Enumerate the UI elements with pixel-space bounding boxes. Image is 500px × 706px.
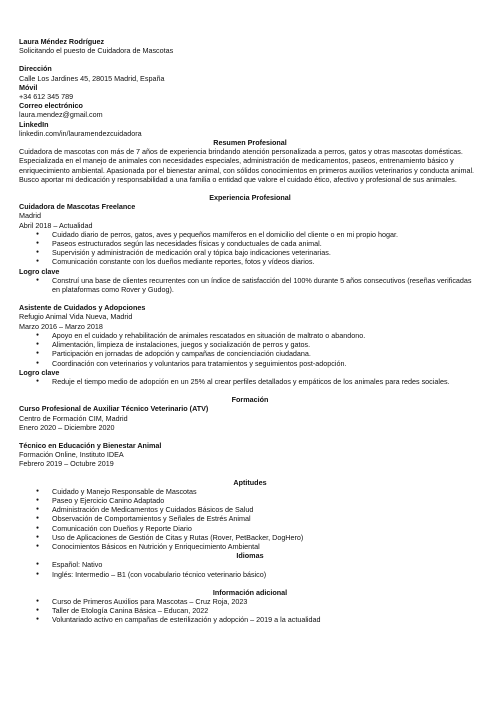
list-item: ● Observación de Comportamientos y Señales de Estrés Animal: [19, 514, 481, 523]
address-label: Dirección: [19, 64, 52, 74]
list-item: ● Administración de Medicamentos y Cuidados Básicos de Salud: [19, 505, 481, 514]
experience-section: [19, 193, 481, 386]
list-item: ● Participación en jornadas de adopción y campañas de concienciación ciudadana.: [19, 349, 481, 358]
education-entry: [19, 441, 481, 469]
course-title: Curso Profesional de Auxiliar Técnico Veterinario (ATV): [19, 404, 209, 414]
list-item: ● Comunicación con Dueños y Reporte Diario: [19, 524, 481, 533]
email-label: Correo electrónico: [19, 101, 83, 111]
job-place: Madrid: [19, 211, 41, 221]
languages-heading: Idiomas: [236, 551, 264, 561]
education-heading: Formación: [231, 395, 269, 405]
contact-section: [19, 64, 481, 138]
achievement-list: [19, 377, 481, 386]
list-item: ● Inglés: Intermedio – B1 (con vocabulario técnico veterinario básico): [19, 570, 481, 579]
list-item: ● Español: Nativo: [19, 560, 481, 569]
job-dates: Marzo 2016 – Marzo 2018: [19, 321, 103, 331]
list-item: ● Apoyo en el cuidado y rehabilitación de animales rescatados en situación de maltrato o abandono.: [19, 331, 481, 340]
list-item: ● Comunicación constante con los dueños mediante reportes, fotos y vídeos diarios.: [19, 257, 481, 266]
job-duties-list: [19, 230, 481, 267]
languages-list: [19, 560, 481, 578]
list-item: ● Voluntariado activo en campañas de esterilización y adopción – 2019 a la actualidad: [19, 615, 481, 624]
job-title: Cuidadora de Mascotas Freelance: [19, 202, 136, 212]
experience-heading: Experiencia Profesional: [209, 193, 291, 203]
summary-heading: Resumen Profesional: [213, 138, 287, 148]
job-place: Refugio Animal Vida Nueva, Madrid: [19, 312, 133, 322]
list-item: ● Paseo y Ejercicio Canino Adaptado: [19, 496, 481, 505]
course-dates: Enero 2020 – Diciembre 2020: [19, 422, 115, 432]
list-item: ● Alimentación, limpieza de instalaciones, juegos y socialización de perros y gatos.: [19, 340, 481, 349]
skills-heading: Aptitudes: [233, 477, 267, 487]
course-place: Formación Online, Instituto IDEA: [19, 450, 124, 460]
list-item: ● Curso de Primeros Auxilios para Mascotas – Cruz Roja, 2023: [19, 597, 481, 606]
job-entry: [19, 303, 481, 386]
achievement-label: Logro clave: [19, 367, 60, 377]
email-value[interactable]: laura.mendez@gmail.com: [19, 110, 103, 120]
course-dates: Febrero 2019 – Octubre 2019: [19, 459, 114, 469]
education-section: [19, 395, 481, 468]
job-dates: Abril 2018 – Actualidad: [19, 220, 93, 230]
summary-section: [19, 138, 481, 184]
address-value: Calle Los Jardines 45, 28015 Madrid, España: [19, 73, 165, 83]
job-title: Asistente de Cuidados y Adopciones: [19, 303, 146, 313]
list-item: ● Cuidado y Manejo Responsable de Mascotas: [19, 487, 481, 496]
additional-heading: Información adicional: [212, 587, 288, 597]
additional-list: [19, 597, 481, 625]
list-item: ● Paseos estructurados según las necesidades físicas y conductuales de cada animal.: [19, 239, 481, 248]
mobile-value: +34 612 345 789: [19, 92, 74, 102]
course-title: Técnico en Educación y Bienestar Animal: [19, 440, 162, 450]
mobile-label: Móvil: [19, 82, 38, 92]
list-item: ● Taller de Etología Canina Básica – Educan, 2022: [19, 606, 481, 615]
list-item: ● Reduje el tiempo medio de adopción en un 25% al crear perfiles detallados y empáticos de los animales para redes sociales.: [19, 377, 481, 386]
additional-section: [19, 588, 481, 625]
list-item: ● Conocimientos Básicos en Nutrición y Enriquecimiento Ambiental: [19, 542, 481, 551]
languages-section: [19, 551, 481, 579]
linkedin-value[interactable]: linkedin.com/in/lauramendezcuidadora: [19, 128, 142, 138]
list-item: ● Coordinación con veterinarios y voluntarios para tratamientos y seguimientos post-adopción.: [19, 359, 481, 368]
job-entry: [19, 202, 481, 294]
list-item: ● Cuidado diario de perros, gatos, aves y pequeños mamíferos en el domicilio del cliente o en mi propio hogar.: [19, 230, 481, 239]
list-item: ● Construí una base de clientes recurrentes con un índice de satisfacción del 100% durante 5 años consecutivos (reseñas verificadas en plataformas como Rover y Gudog).: [19, 276, 481, 294]
course-place: Centro de Formación CIM, Madrid: [19, 413, 128, 423]
education-entry: [19, 404, 481, 432]
application-subtitle: Solicitando el puesto de Cuidadora de Mascotas: [19, 46, 174, 56]
candidate-name: Laura Méndez Rodríguez: [19, 37, 105, 46]
list-item: ● Uso de Aplicaciones de Gestión de Citas y Rutas (Rover, PetBacker, DogHero): [19, 533, 481, 542]
achievement-label: Logro clave: [19, 266, 60, 276]
list-item: ● Supervisión y administración de medicación oral y tópica bajo indicaciones veterinarias.: [19, 248, 481, 257]
achievement-list: [19, 276, 481, 294]
summary-text: Cuidadora de mascotas con más de 7 años de experiencia brindando atención personalizada a perros, gatos y otras mascotas domésticas. Especializada en el manejo de animales con necesidades especiales, administración de medicamentos, paseos, entrenamiento básico y enriquecimiento ambiental. Apasionada por el bienestar animal, con sólidos conocimientos en primeros auxilios veterinarios y conducta animal. Busco aportar mi dedicación y responsabilidad a una familia o entidad que valore el cuidado ético, afectivo y profesional de sus animales.: [19, 147, 475, 184]
linkedin-label: LinkedIn: [19, 119, 49, 129]
skills-list: [19, 487, 481, 551]
skills-section: [19, 478, 481, 552]
job-duties-list: [19, 331, 481, 368]
